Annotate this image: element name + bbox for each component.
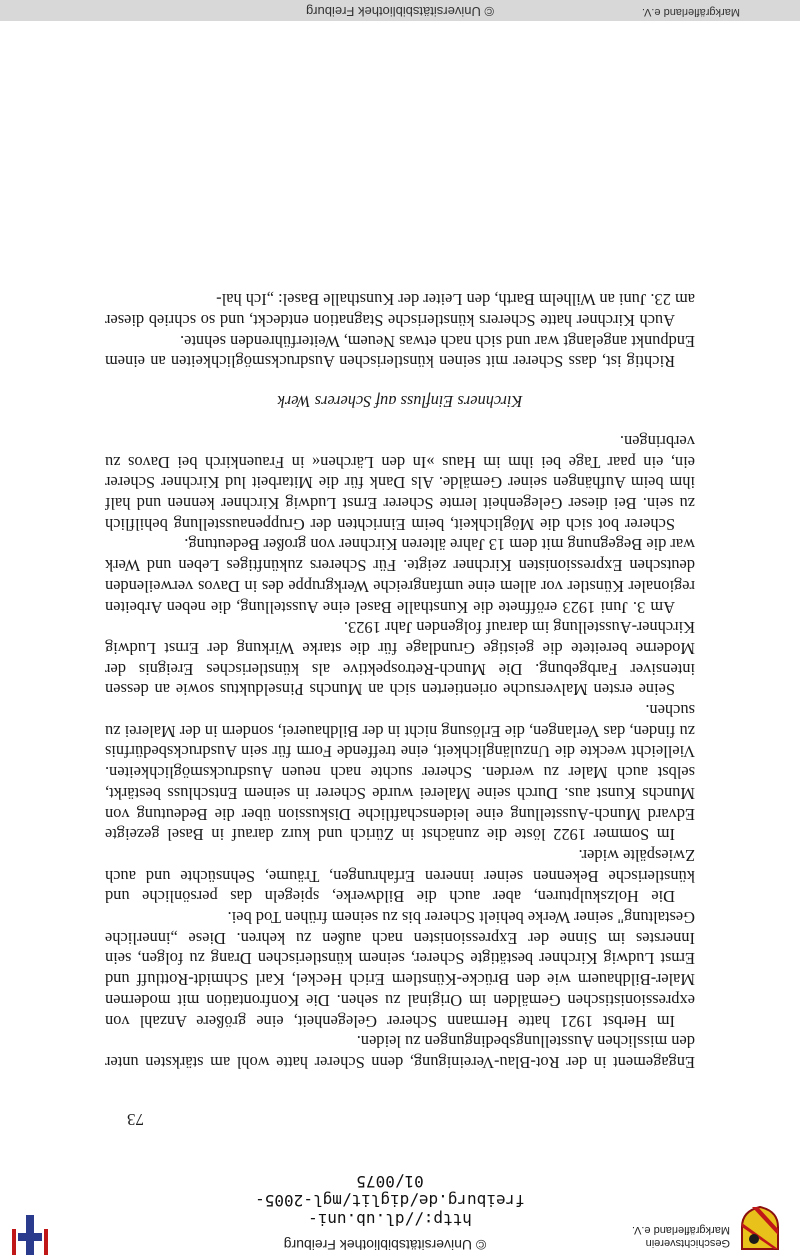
society-name bbox=[580, 1223, 730, 1249]
footer-society: Markgräflerland e.V. bbox=[641, 6, 740, 18]
society-crest-icon bbox=[738, 1205, 782, 1253]
paragraph: Auch Kirchner hatte Scherers künstlerische Stagnation entdeckt, und so schrieb dieser am 23. Juni an Wilhelm Barth, den Leiter der Kunsthalle Basel: „Ich hal- bbox=[105, 290, 695, 331]
page-number: 73 bbox=[127, 1110, 144, 1129]
header-bar bbox=[0, 1172, 800, 1259]
university-library-logo-icon bbox=[8, 1211, 52, 1255]
paragraph: Am 3. Juni 1923 eröffnete die Kunsthalle Basel eine Ausstellung, die neben Arbeiten regionaler Künstler vor allem eine umfangreiche Werkgruppe des in Davos verweilenden deutschen Expressionisten Kirchner zeigte. Für Scherers zukünftiges Leben und Werk war die Begegnung mit dem 13 Jahre älteren Kirchner von großer Bedeutung. bbox=[105, 535, 695, 617]
library-credit: © Universitätsbibliothek Freiburg bbox=[283, 1237, 487, 1253]
paragraph: Engagement in der Rot-Blau-Vereinigung, denn Scherer hatte wohl am stärksten unter den misslichen Ausstellungsbedingungen zu leiden. bbox=[105, 1032, 695, 1072]
section-heading: Kirchners Einfluss auf Scherers Werk bbox=[277, 392, 523, 412]
paragraph: Seine ersten Malversuche orientierten sich an Munchs Pinselduktus sowie an dessen intensiver Farbgebung. Die Munch-Retrospektive als künstlerisches Ereignis der Moderne bereitete die geistige Grundlage für die starke Wirkung der Ernst Ludwig Kirchner-Ausstellung im darauf folgenden Jahr 1923. bbox=[105, 618, 695, 700]
footer-library-credit: © Universitätsbibliothek Freiburg bbox=[305, 4, 495, 19]
paragraph: Im Herbst 1921 hatte Hermann Scherer Gelegenheit, eine größere Anzahl von expressionistischen Gemälden im Original zu sehen. Die Konfrontation mit modernen Maler-Bildhauern wie den Brücke-Künstlern Erich Heckel, Karl Schmidt-Rottluff und Ernst Ludwig Kirchner bestätigte Scherer, seinem künstlerischen Drang zu folgen, sein Innerstes im Sinne der Expressionisten nach außen zu kehren. Diese „innerliche Gestaltung" seiner Werke behielt Scherer bis zu seinem frühen Tod bei. bbox=[105, 908, 695, 1031]
society-line-2: Markgräflerland e.V. bbox=[631, 1224, 730, 1236]
paragraph: Richtig ist, dass Scherer mit seinen künstlerischen Ausdrucksmöglichkeiten an einem Endpunkt angelangt war und sich nach etwas Neuem, Weiterführenden sehnte. bbox=[105, 331, 695, 372]
paragraph: Scherer bot sich die Möglichkeit, beim Einrichten der Gruppenausstellung behilflich zu sein. Bei dieser Gelegenheit lernte Scherer Ernst Ludwig Kirchner kennen und half ihm beim Aufhängen seiner Gemälde. Als Dank für die Mitarbeit lud Kirchner Scherer ein, ein paar Tage bei ihm im Haus »In den Lärchen« in Frauenkirch bei Davos zu verbringen. bbox=[105, 431, 695, 534]
footer-bar bbox=[0, 0, 800, 21]
source-url[interactable]: http://dl.ub.uni-freiburg.de/diglit/mgl-2005-01/0075 bbox=[255, 1172, 525, 1229]
article-body bbox=[105, 289, 695, 1072]
paragraph: Im Sommer 1922 löste die zunächst in Zürich und kurz darauf in Basel gezeigte Edvard Munch-Ausstellung eine leidenschaftliche Diskussion über die Bedeutung von Munchs Kunst aus. Durch seine Malerei wurde Scherer in seinem Entschluss bestärkt, selbst auch Maler zu werden. Scherer suchte nach neuen Ausdrucksmöglichkeiten. Vielleicht weckte die Unzulänglichkeit, eine treffende Form für sein Ausdrucksbedürfnis zu finden, das Verlangen, die Erlösung nicht in der Bildhauerei, sondern in der Malerei zu suchen. bbox=[105, 701, 695, 845]
society-line-1: Geschichtsverein bbox=[645, 1237, 730, 1249]
paragraph: Die Holzskulpturen, aber auch die Bildwerke, spiegeln das persönliche und künstlerische Bekennen seiner inneren Erfahrungen, Träume, Sehnsüchte und auch Zwiespälte wider. bbox=[105, 845, 695, 907]
